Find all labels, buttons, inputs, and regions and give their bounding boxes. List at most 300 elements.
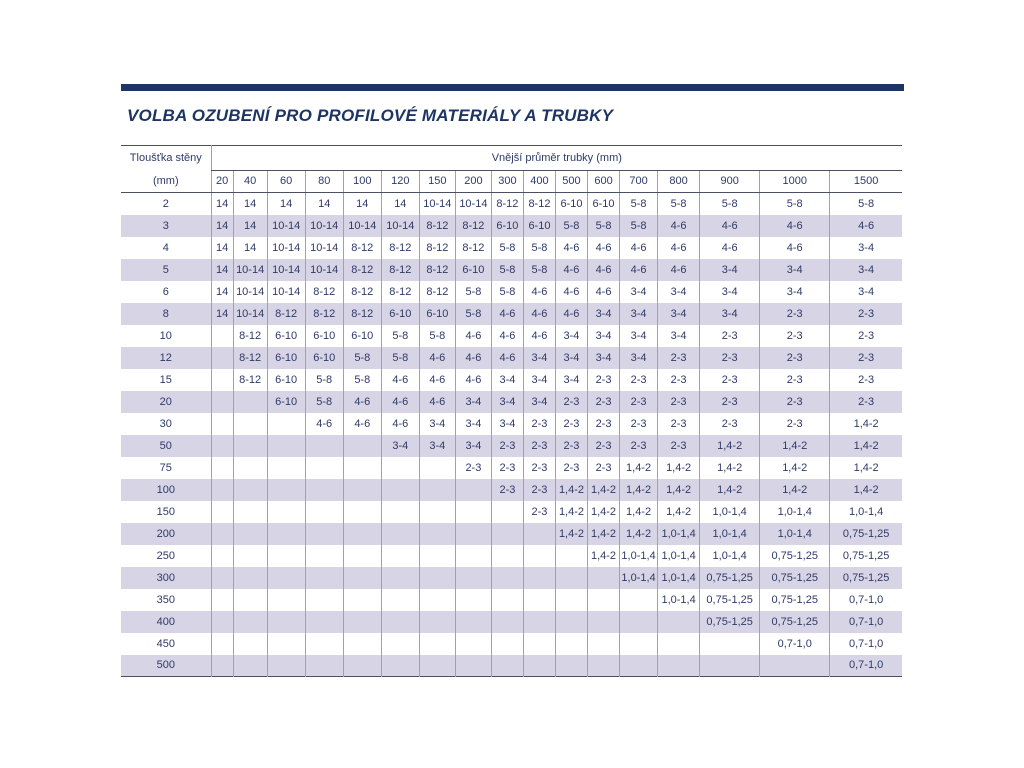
tooth-pitch-cell: 1,0-1,4 xyxy=(658,589,700,611)
tooth-pitch-cell xyxy=(343,545,381,567)
tooth-pitch-cell: 6-10 xyxy=(491,215,523,237)
tooth-pitch-cell: 8-12 xyxy=(305,303,343,325)
tooth-pitch-cell: 3-4 xyxy=(700,259,760,281)
tooth-pitch-cell xyxy=(455,589,491,611)
tooth-pitch-cell: 3-4 xyxy=(658,303,700,325)
tooth-pitch-cell xyxy=(305,479,343,501)
tooth-pitch-cell: 3-4 xyxy=(700,303,760,325)
tooth-pitch-cell: 3-4 xyxy=(620,303,658,325)
tooth-pitch-cell: 8-12 xyxy=(381,237,419,259)
tooth-pitch-cell: 5-8 xyxy=(620,215,658,237)
tooth-pitch-cell: 14 xyxy=(233,215,267,237)
tooth-pitch-cell xyxy=(455,479,491,501)
tooth-pitch-cell: 3-4 xyxy=(588,325,620,347)
tooth-pitch-cell: 4-6 xyxy=(588,237,620,259)
tooth-pitch-cell xyxy=(233,655,267,677)
tooth-pitch-cell: 3-4 xyxy=(760,259,830,281)
tooth-pitch-cell: 1,4-2 xyxy=(555,501,587,523)
tooth-pitch-cell xyxy=(211,655,233,677)
diameter-column-header: 400 xyxy=(523,170,555,192)
tooth-pitch-cell: 1,0-1,4 xyxy=(760,501,830,523)
tooth-pitch-cell: 1,4-2 xyxy=(700,435,760,457)
tooth-pitch-cell: 10-14 xyxy=(267,215,305,237)
diameter-column-header: 700 xyxy=(620,170,658,192)
tooth-pitch-cell: 4-6 xyxy=(455,369,491,391)
tooth-pitch-cell: 3-4 xyxy=(830,259,902,281)
tooth-pitch-cell: 3-4 xyxy=(491,369,523,391)
tooth-pitch-cell: 4-6 xyxy=(555,281,587,303)
tooth-pitch-cell: 6-10 xyxy=(419,303,455,325)
table-row xyxy=(121,325,902,347)
tooth-pitch-cell: 3-4 xyxy=(555,325,587,347)
tooth-pitch-cell: 1,4-2 xyxy=(830,413,902,435)
tooth-pitch-cell: 2-3 xyxy=(620,391,658,413)
tooth-pitch-cell: 3-4 xyxy=(588,303,620,325)
content-area xyxy=(121,84,904,677)
tooth-pitch-cell xyxy=(233,633,267,655)
diameter-column-header: 1000 xyxy=(760,170,830,192)
tooth-pitch-cell xyxy=(455,545,491,567)
tooth-pitch-cell: 1,4-2 xyxy=(588,479,620,501)
tooth-pitch-cell xyxy=(419,611,455,633)
tooth-pitch-cell: 6-10 xyxy=(381,303,419,325)
tooth-pitch-cell: 6-10 xyxy=(455,259,491,281)
table-row xyxy=(121,303,902,325)
tooth-pitch-cell: 8-12 xyxy=(343,281,381,303)
tooth-pitch-cell: 3-4 xyxy=(588,347,620,369)
tooth-pitch-cell xyxy=(381,545,419,567)
tooth-pitch-cell: 4-6 xyxy=(658,237,700,259)
tooth-pitch-cell: 6-10 xyxy=(305,325,343,347)
tooth-pitch-cell: 4-6 xyxy=(620,237,658,259)
tooth-pitch-cell: 6-10 xyxy=(305,347,343,369)
tooth-pitch-cell: 0,7-1,0 xyxy=(830,611,902,633)
tooth-pitch-cell: 10-14 xyxy=(381,215,419,237)
tooth-pitch-cell: 8-12 xyxy=(267,303,305,325)
tooth-pitch-cell: 6-10 xyxy=(523,215,555,237)
tooth-pitch-cell: 3-4 xyxy=(620,325,658,347)
tooth-pitch-cell: 4-6 xyxy=(658,215,700,237)
tooth-pitch-cell xyxy=(491,523,523,545)
tooth-pitch-cell: 5-8 xyxy=(491,281,523,303)
tooth-pitch-cell: 4-6 xyxy=(491,325,523,347)
tooth-pitch-cell: 4-6 xyxy=(760,215,830,237)
tooth-pitch-cell xyxy=(233,611,267,633)
tooth-pitch-cell: 2-3 xyxy=(830,347,902,369)
tooth-pitch-cell: 1,4-2 xyxy=(700,479,760,501)
diameter-column-header: 40 xyxy=(233,170,267,192)
tooth-pitch-cell: 2-3 xyxy=(523,435,555,457)
tooth-pitch-cell: 8-12 xyxy=(233,369,267,391)
top-accent-bar xyxy=(121,84,904,91)
tooth-pitch-cell xyxy=(555,589,587,611)
table-row xyxy=(121,501,902,523)
table-body xyxy=(121,193,902,677)
tooth-pitch-cell: 5-8 xyxy=(555,215,587,237)
tooth-pitch-cell xyxy=(343,567,381,589)
tooth-pitch-cell xyxy=(491,545,523,567)
tooth-pitch-cell xyxy=(588,633,620,655)
tooth-pitch-cell: 1,4-2 xyxy=(588,501,620,523)
tooth-pitch-cell: 4-6 xyxy=(381,413,419,435)
tooth-pitch-cell: 1,4-2 xyxy=(588,523,620,545)
tooth-pitch-cell: 8-12 xyxy=(305,281,343,303)
tooth-pitch-cell: 4-6 xyxy=(455,325,491,347)
tooth-pitch-cell: 5-8 xyxy=(491,237,523,259)
tooth-pitch-cell: 2-3 xyxy=(588,391,620,413)
tooth-pitch-cell: 4-6 xyxy=(700,237,760,259)
tooth-pitch-cell: 1,4-2 xyxy=(760,457,830,479)
tooth-pitch-cell: 2-3 xyxy=(555,391,587,413)
tooth-pitch-cell: 10-14 xyxy=(233,281,267,303)
tooth-pitch-cell xyxy=(491,501,523,523)
diameter-column-header: 60 xyxy=(267,170,305,192)
tooth-pitch-cell: 5-8 xyxy=(381,347,419,369)
tooth-pitch-cell: 2-3 xyxy=(830,369,902,391)
tooth-pitch-cell: 1,4-2 xyxy=(620,479,658,501)
tooth-pitch-cell: 1,0-1,4 xyxy=(620,567,658,589)
tooth-pitch-cell: 1,0-1,4 xyxy=(700,501,760,523)
diameter-column-header: 120 xyxy=(381,170,419,192)
tooth-pitch-cell: 4-6 xyxy=(343,413,381,435)
diameter-column-header: 500 xyxy=(555,170,587,192)
tooth-pitch-cell xyxy=(343,611,381,633)
tooth-pitch-cell: 14 xyxy=(343,193,381,215)
tooth-pitch-cell: 3-4 xyxy=(658,325,700,347)
table-row xyxy=(121,523,902,545)
tooth-pitch-cell: 8-12 xyxy=(491,193,523,215)
tooth-pitch-cell: 4-6 xyxy=(830,215,902,237)
tooth-pitch-cell xyxy=(381,633,419,655)
tooth-pitch-table xyxy=(121,145,902,677)
tooth-pitch-cell: 5-8 xyxy=(343,369,381,391)
table-row xyxy=(121,237,902,259)
tooth-pitch-cell xyxy=(658,611,700,633)
tooth-pitch-cell xyxy=(233,523,267,545)
tooth-pitch-cell xyxy=(455,655,491,677)
table-row xyxy=(121,435,902,457)
tooth-pitch-cell xyxy=(211,347,233,369)
table-row xyxy=(121,391,902,413)
tooth-pitch-cell: 2-3 xyxy=(700,347,760,369)
tooth-pitch-cell: 3-4 xyxy=(620,281,658,303)
tooth-pitch-cell xyxy=(211,501,233,523)
tooth-pitch-cell: 2-3 xyxy=(491,457,523,479)
tooth-pitch-cell: 3-4 xyxy=(523,369,555,391)
tooth-pitch-cell: 3-4 xyxy=(419,435,455,457)
tooth-pitch-cell: 4-6 xyxy=(381,391,419,413)
tooth-pitch-cell: 2-3 xyxy=(700,391,760,413)
tooth-pitch-cell xyxy=(233,501,267,523)
tooth-pitch-cell: 3-4 xyxy=(620,347,658,369)
tooth-pitch-cell: 10-14 xyxy=(455,193,491,215)
tooth-pitch-cell xyxy=(211,545,233,567)
tooth-pitch-cell: 2-3 xyxy=(760,325,830,347)
tooth-pitch-cell: 1,0-1,4 xyxy=(658,567,700,589)
tooth-pitch-cell xyxy=(419,523,455,545)
tooth-pitch-cell xyxy=(233,589,267,611)
tooth-pitch-cell xyxy=(305,611,343,633)
tooth-pitch-cell xyxy=(211,391,233,413)
tooth-pitch-cell xyxy=(491,589,523,611)
tooth-pitch-cell: 4-6 xyxy=(523,303,555,325)
tooth-pitch-cell: 0,7-1,0 xyxy=(830,633,902,655)
diameter-column-header: 1500 xyxy=(830,170,902,192)
tooth-pitch-cell: 14 xyxy=(211,303,233,325)
tooth-pitch-cell: 3-4 xyxy=(700,281,760,303)
tooth-pitch-cell xyxy=(381,479,419,501)
tooth-pitch-cell: 1,0-1,4 xyxy=(658,523,700,545)
tooth-pitch-cell xyxy=(305,501,343,523)
tooth-pitch-cell xyxy=(523,567,555,589)
wall-thickness-header-line1: Tloušťka stěny xyxy=(129,152,202,164)
tooth-pitch-cell xyxy=(211,479,233,501)
tooth-pitch-cell xyxy=(267,655,305,677)
tooth-pitch-cell: 8-12 xyxy=(343,259,381,281)
tooth-pitch-cell: 1,0-1,4 xyxy=(830,501,902,523)
tooth-pitch-cell: 8-12 xyxy=(455,215,491,237)
tooth-pitch-cell xyxy=(233,567,267,589)
tooth-pitch-cell xyxy=(419,655,455,677)
tooth-pitch-cell xyxy=(343,435,381,457)
diameter-column-header: 80 xyxy=(305,170,343,192)
tooth-pitch-cell: 1,4-2 xyxy=(555,523,587,545)
tooth-pitch-cell: 8-12 xyxy=(419,259,455,281)
tooth-pitch-cell: 2-3 xyxy=(588,369,620,391)
tooth-pitch-cell xyxy=(555,567,587,589)
tooth-pitch-cell: 2-3 xyxy=(830,303,902,325)
tooth-pitch-cell xyxy=(305,435,343,457)
tooth-pitch-cell: 3-4 xyxy=(455,435,491,457)
tooth-pitch-cell: 10-14 xyxy=(419,193,455,215)
tooth-pitch-cell xyxy=(491,633,523,655)
tooth-pitch-cell: 4-6 xyxy=(700,215,760,237)
diameter-column-header: 800 xyxy=(658,170,700,192)
tooth-pitch-cell xyxy=(211,523,233,545)
diameter-column-header: 20 xyxy=(211,170,233,192)
tooth-pitch-cell: 3-4 xyxy=(555,347,587,369)
wall-thickness-cell: 100 xyxy=(156,483,175,496)
tooth-pitch-cell: 6-10 xyxy=(588,193,620,215)
tooth-pitch-cell: 3-4 xyxy=(830,281,902,303)
tooth-pitch-cell xyxy=(305,545,343,567)
tooth-pitch-cell xyxy=(523,611,555,633)
tooth-pitch-cell: 0,75-1,25 xyxy=(830,567,902,589)
wall-thickness-cell: 30 xyxy=(159,417,172,430)
tooth-pitch-cell: 2-3 xyxy=(491,435,523,457)
tooth-pitch-cell: 1,4-2 xyxy=(830,435,902,457)
tooth-pitch-cell xyxy=(305,457,343,479)
tooth-pitch-cell xyxy=(211,611,233,633)
tooth-pitch-cell: 5-8 xyxy=(523,259,555,281)
wall-thickness-cell: 350 xyxy=(156,593,175,606)
table-row xyxy=(121,567,902,589)
tooth-pitch-cell: 2-3 xyxy=(700,369,760,391)
tooth-pitch-cell: 0,75-1,25 xyxy=(760,545,830,567)
wall-thickness-cell: 6 xyxy=(162,285,169,298)
tooth-pitch-cell: 2-3 xyxy=(830,391,902,413)
tooth-pitch-cell: 5-8 xyxy=(343,347,381,369)
tooth-pitch-cell xyxy=(658,655,700,677)
tooth-pitch-cell: 1,4-2 xyxy=(658,479,700,501)
tooth-pitch-cell xyxy=(523,633,555,655)
tooth-pitch-cell: 8-12 xyxy=(343,237,381,259)
tooth-pitch-cell: 1,0-1,4 xyxy=(658,545,700,567)
tooth-pitch-cell: 0,75-1,25 xyxy=(760,567,830,589)
wall-thickness-cell: 200 xyxy=(156,527,175,540)
tooth-pitch-cell xyxy=(211,567,233,589)
tooth-pitch-cell xyxy=(233,479,267,501)
tooth-pitch-cell: 4-6 xyxy=(555,259,587,281)
diameter-column-header: 200 xyxy=(455,170,491,192)
tooth-pitch-cell: 3-4 xyxy=(419,413,455,435)
tooth-pitch-cell: 2-3 xyxy=(760,303,830,325)
tooth-pitch-cell: 14 xyxy=(211,193,233,215)
tooth-pitch-cell: 0,75-1,25 xyxy=(700,611,760,633)
tooth-pitch-cell xyxy=(211,633,233,655)
wall-thickness-cell: 5 xyxy=(162,263,169,276)
tooth-pitch-cell xyxy=(555,545,587,567)
tooth-pitch-cell xyxy=(343,633,381,655)
wall-thickness-cell: 15 xyxy=(159,373,172,386)
tooth-pitch-cell xyxy=(523,523,555,545)
table-header xyxy=(121,146,902,193)
tooth-pitch-cell: 0,75-1,25 xyxy=(830,545,902,567)
tooth-pitch-cell: 4-6 xyxy=(381,369,419,391)
tooth-pitch-cell: 10-14 xyxy=(305,215,343,237)
tooth-pitch-cell: 3-4 xyxy=(381,435,419,457)
tooth-pitch-cell: 1,0-1,4 xyxy=(700,523,760,545)
tooth-pitch-cell: 5-8 xyxy=(455,303,491,325)
diameter-header-row xyxy=(121,170,902,192)
tooth-pitch-cell: 2-3 xyxy=(523,413,555,435)
tooth-pitch-cell xyxy=(211,369,233,391)
diameter-column-header: 600 xyxy=(588,170,620,192)
diameter-column-header: 100 xyxy=(343,170,381,192)
table-row xyxy=(121,215,902,237)
tooth-pitch-cell: 10-14 xyxy=(267,237,305,259)
table-row xyxy=(121,479,902,501)
tooth-pitch-cell: 4-6 xyxy=(620,259,658,281)
tooth-pitch-cell: 4-6 xyxy=(760,237,830,259)
tooth-pitch-cell: 5-8 xyxy=(381,325,419,347)
tooth-pitch-cell: 2-3 xyxy=(523,501,555,523)
tooth-pitch-cell: 5-8 xyxy=(658,193,700,215)
tooth-pitch-cell: 2-3 xyxy=(555,457,587,479)
table-row xyxy=(121,193,902,215)
tooth-pitch-cell: 4-6 xyxy=(419,391,455,413)
tooth-pitch-cell: 2-3 xyxy=(658,369,700,391)
tooth-pitch-cell xyxy=(343,479,381,501)
tooth-pitch-cell xyxy=(455,501,491,523)
tooth-pitch-cell: 1,4-2 xyxy=(555,479,587,501)
tooth-pitch-cell: 2-3 xyxy=(523,457,555,479)
tooth-pitch-cell: 3-4 xyxy=(491,391,523,413)
tooth-pitch-cell: 3-4 xyxy=(555,369,587,391)
tooth-pitch-cell xyxy=(233,413,267,435)
tooth-pitch-cell: 0,75-1,25 xyxy=(700,589,760,611)
table-row xyxy=(121,259,902,281)
tooth-pitch-cell: 14 xyxy=(211,281,233,303)
wall-thickness-header xyxy=(121,146,211,193)
tooth-pitch-cell: 6-10 xyxy=(267,347,305,369)
tooth-pitch-cell: 2-3 xyxy=(620,413,658,435)
tooth-pitch-cell: 5-8 xyxy=(620,193,658,215)
tooth-pitch-cell: 0,7-1,0 xyxy=(760,633,830,655)
tooth-pitch-cell xyxy=(588,611,620,633)
tooth-pitch-cell: 2-3 xyxy=(760,369,830,391)
tooth-pitch-cell xyxy=(267,479,305,501)
tooth-pitch-cell xyxy=(419,567,455,589)
tooth-pitch-cell: 4-6 xyxy=(555,237,587,259)
tooth-pitch-cell: 1,4-2 xyxy=(588,545,620,567)
tooth-pitch-cell xyxy=(419,501,455,523)
tooth-pitch-cell: 6-10 xyxy=(343,325,381,347)
tooth-pitch-cell: 8-12 xyxy=(455,237,491,259)
tooth-pitch-cell: 1,4-2 xyxy=(620,523,658,545)
tooth-pitch-cell: 3-4 xyxy=(523,347,555,369)
tooth-pitch-cell: 8-12 xyxy=(419,281,455,303)
tooth-pitch-cell: 5-8 xyxy=(419,325,455,347)
tooth-pitch-cell xyxy=(381,567,419,589)
tooth-pitch-cell xyxy=(267,435,305,457)
table-row xyxy=(121,545,902,567)
tooth-pitch-cell: 0,7-1,0 xyxy=(830,589,902,611)
tooth-pitch-cell xyxy=(588,589,620,611)
tooth-pitch-cell: 1,4-2 xyxy=(700,457,760,479)
tooth-pitch-cell: 3-4 xyxy=(658,281,700,303)
tooth-pitch-cell: 1,4-2 xyxy=(620,501,658,523)
tooth-pitch-cell: 4-6 xyxy=(419,369,455,391)
table-row xyxy=(121,369,902,391)
tooth-pitch-cell: 3-4 xyxy=(760,281,830,303)
tooth-pitch-cell: 6-10 xyxy=(267,325,305,347)
tooth-pitch-cell xyxy=(343,457,381,479)
tooth-pitch-cell xyxy=(620,589,658,611)
tooth-pitch-cell: 2-3 xyxy=(658,391,700,413)
tooth-pitch-cell: 2-3 xyxy=(588,457,620,479)
tooth-pitch-cell: 1,4-2 xyxy=(830,479,902,501)
tooth-pitch-cell xyxy=(620,633,658,655)
tooth-pitch-cell: 14 xyxy=(305,193,343,215)
tooth-pitch-cell: 2-3 xyxy=(588,413,620,435)
tooth-pitch-cell xyxy=(305,567,343,589)
tooth-pitch-cell: 3-4 xyxy=(523,391,555,413)
tooth-pitch-cell: 4-6 xyxy=(491,303,523,325)
tooth-pitch-cell: 1,4-2 xyxy=(830,457,902,479)
wall-thickness-cell: 8 xyxy=(162,307,169,320)
tooth-pitch-cell: 0,75-1,25 xyxy=(760,611,830,633)
wall-thickness-cell: 450 xyxy=(156,637,175,650)
tooth-pitch-cell xyxy=(700,655,760,677)
tooth-pitch-cell xyxy=(523,589,555,611)
tooth-pitch-cell: 3-4 xyxy=(455,391,491,413)
tooth-pitch-cell: 8-12 xyxy=(419,237,455,259)
tooth-pitch-cell: 14 xyxy=(211,259,233,281)
tooth-pitch-cell: 4-6 xyxy=(523,325,555,347)
table-row xyxy=(121,589,902,611)
tooth-pitch-cell xyxy=(267,523,305,545)
table-row xyxy=(121,655,902,677)
tooth-pitch-cell: 2-3 xyxy=(555,413,587,435)
tooth-pitch-cell: 10-14 xyxy=(233,303,267,325)
wall-thickness-cell: 500 xyxy=(156,659,175,672)
tooth-pitch-cell: 6-10 xyxy=(555,193,587,215)
tooth-pitch-cell: 4-6 xyxy=(343,391,381,413)
diameter-column-header: 150 xyxy=(419,170,455,192)
tooth-pitch-cell: 2-3 xyxy=(491,479,523,501)
tooth-pitch-cell xyxy=(305,633,343,655)
